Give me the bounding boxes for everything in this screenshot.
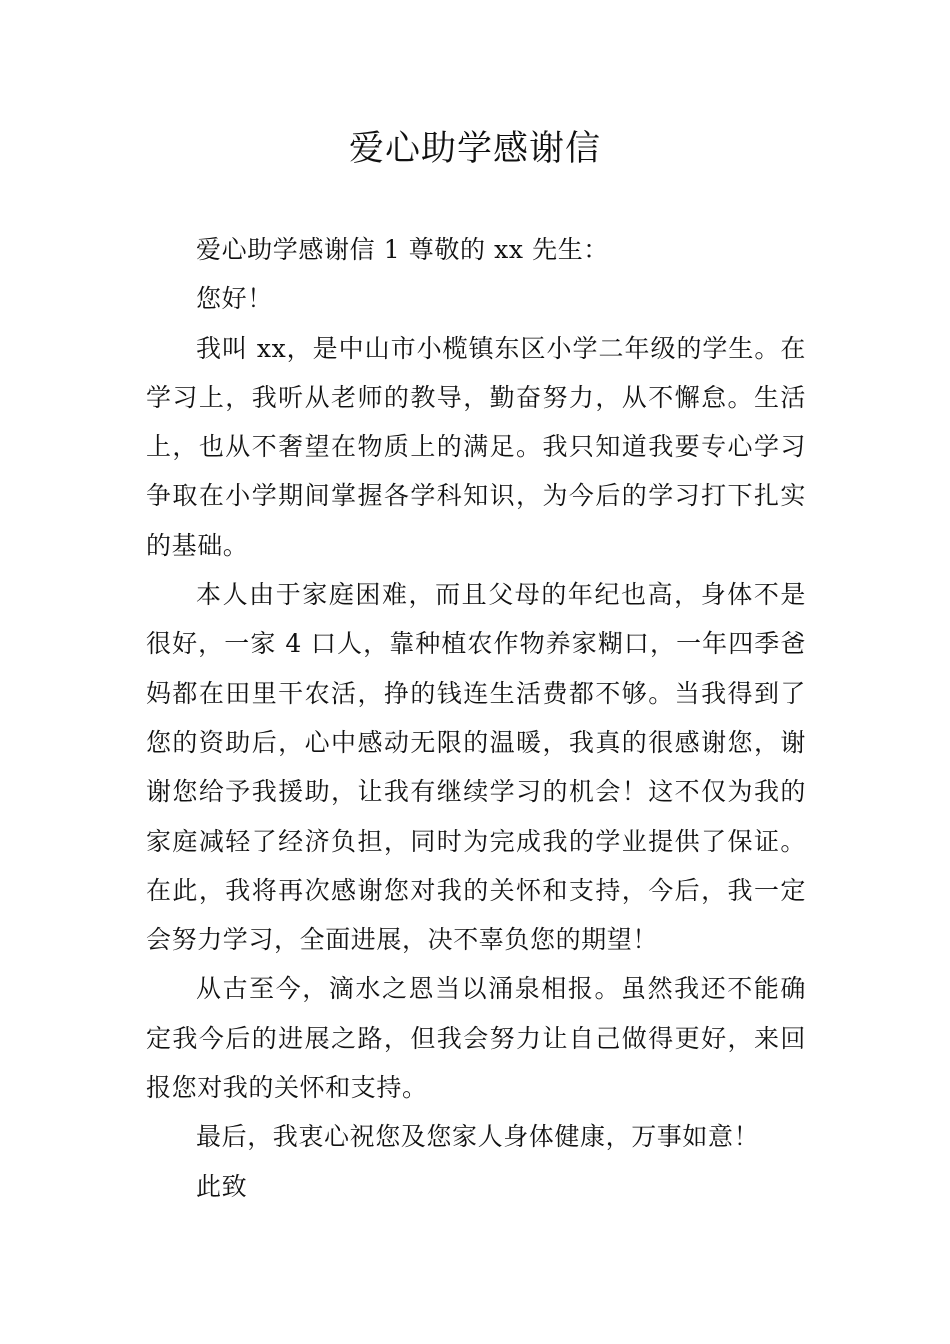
paragraph-introduction: 我叫 xx，是中山市小榄镇东区小学二年级的学生。在学习上，我听从老师的教导，勤奋努力，从不懈怠。生活上，也从不奢望在物质上的满足。我只知道我要专心学习争取在小学期间掌握各学科知识，为今后的学习打下扎实的基础。 xyxy=(146,333,806,560)
paragraph-family-situation: 本人由于家庭困难，而且父母的年纪也高，身体不是很好，一家 4 口人，靠种植农作物养家糊口，一年四季爸妈都在田里干农活，挣的钱连生活费都不够。当我得到了您的资助后，心中感动无限的温暖，我真的很感谢您，谢谢您给予我援助，让我有继续学习的机会！这不仅为我的家庭减轻了经济负担，同时为完成我的学业提供了保证。在此，我将再次感谢您对我的关怀和支持，今后，我一定会努力学习，全面进展，决不辜负您的期望！ xyxy=(146,580,806,955)
paragraph-greeting: 您好！ xyxy=(196,284,273,314)
paragraph-wishes: 最后，我衷心祝您及您家人身体健康，万事如意！ xyxy=(196,1122,760,1152)
document-title: 爱心助学感谢信 xyxy=(348,129,601,169)
paragraph-salutation: 爱心助学感谢信 1 尊敬的 xx 先生： xyxy=(196,235,609,264)
letter-body xyxy=(146,225,806,1211)
paragraph-closing: 此致 xyxy=(196,1171,248,1201)
paragraph-gratitude: 从古至今，滴水之恩当以涌泉相报。虽然我还不能确定我今后的进展之路，但我会努力让自己做得更好，来回报您对我的关怀和支持。 xyxy=(146,974,806,1103)
